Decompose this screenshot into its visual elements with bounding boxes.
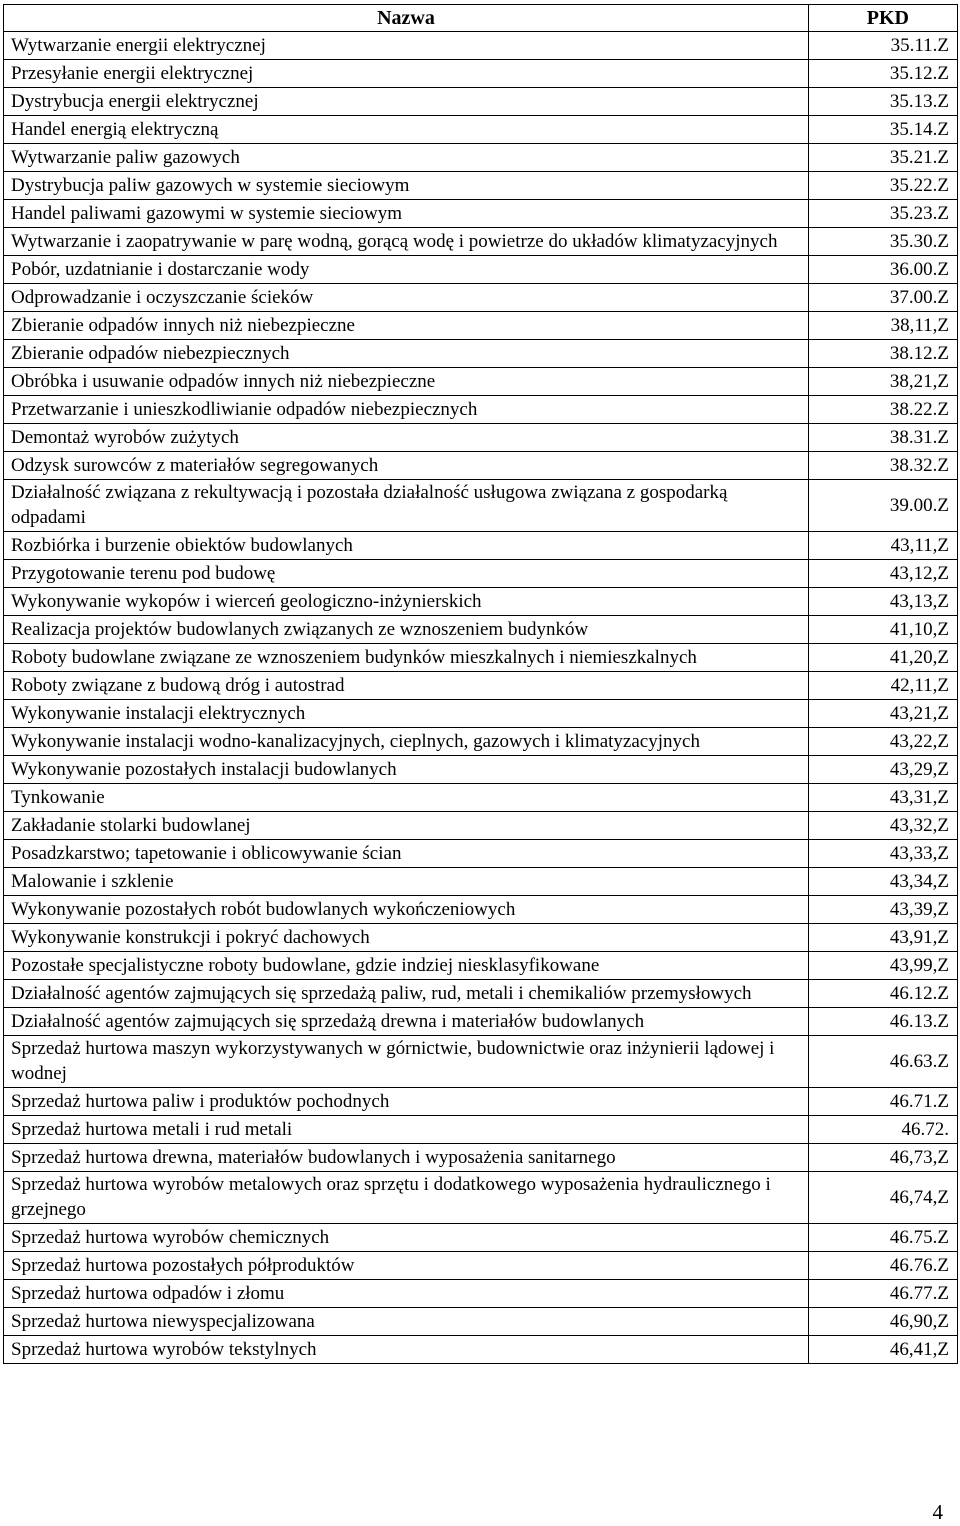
activity-name-cell: Sprzedaż hurtowa odpadów i złomu <box>4 1280 809 1308</box>
table-row <box>4 952 958 980</box>
pkd-code-cell: 36.00.Z <box>809 256 958 284</box>
pkd-code-cell: 38,11,Z <box>809 312 958 340</box>
table-row <box>4 1308 958 1336</box>
pkd-code-cell: 38,21,Z <box>809 368 958 396</box>
table-row <box>4 1116 958 1144</box>
pkd-code-cell: 38.22.Z <box>809 396 958 424</box>
activity-name-cell: Zbieranie odpadów innych niż niebezpieczne <box>4 312 809 340</box>
table-row <box>4 728 958 756</box>
column-header-name: Nazwa <box>4 5 809 32</box>
activity-name-cell: Pozostałe specjalistyczne roboty budowlane, gdzie indziej niesklasyfikowane <box>4 952 809 980</box>
table-row <box>4 424 958 452</box>
activity-name-cell: Przesyłanie energii elektrycznej <box>4 60 809 88</box>
table-row <box>4 172 958 200</box>
table-row <box>4 980 958 1008</box>
column-header-pkd: PKD <box>809 5 958 32</box>
activity-name-cell: Odprowadzanie i oczyszczanie ścieków <box>4 284 809 312</box>
pkd-code-cell: 43,99,Z <box>809 952 958 980</box>
table-row <box>4 312 958 340</box>
activity-name-cell: Zbieranie odpadów niebezpiecznych <box>4 340 809 368</box>
table-body <box>4 32 958 1364</box>
page-number: 4 <box>932 1500 943 1524</box>
table-row <box>4 672 958 700</box>
pkd-code-cell: 46.75.Z <box>809 1224 958 1252</box>
table-row <box>4 1008 958 1036</box>
table-row <box>4 32 958 60</box>
activity-name-cell: Działalność związana z rekultywacją i pozostała działalność usługowa związana z gospodarką odpadami <box>4 480 809 532</box>
table-row <box>4 1088 958 1116</box>
pkd-code-cell: 43,22,Z <box>809 728 958 756</box>
pkd-code-cell: 35.23.Z <box>809 200 958 228</box>
activity-name-cell: Działalność agentów zajmujących się sprzedażą paliw, rud, metali i chemikaliów przemysłowych <box>4 980 809 1008</box>
pkd-code-cell: 35.12.Z <box>809 60 958 88</box>
table-row <box>4 116 958 144</box>
table-row <box>4 756 958 784</box>
pkd-code-cell: 46,90,Z <box>809 1308 958 1336</box>
pkd-code-cell: 41,20,Z <box>809 644 958 672</box>
table-row <box>4 532 958 560</box>
table-row <box>4 396 958 424</box>
pkd-code-cell: 43,31,Z <box>809 784 958 812</box>
pkd-code-cell: 39.00.Z <box>809 480 958 532</box>
activity-name-cell: Roboty związane z budową dróg i autostrad <box>4 672 809 700</box>
pkd-code-cell: 46.71.Z <box>809 1088 958 1116</box>
table-row <box>4 1144 958 1172</box>
pkd-code-cell: 46.72. <box>809 1116 958 1144</box>
table-row <box>4 200 958 228</box>
activity-name-cell: Dystrybucja energii elektrycznej <box>4 88 809 116</box>
activity-name-cell: Wykonywanie konstrukcji i pokryć dachowych <box>4 924 809 952</box>
table-row <box>4 1172 958 1224</box>
activity-name-cell: Obróbka i usuwanie odpadów innych niż niebezpieczne <box>4 368 809 396</box>
pkd-code-cell: 46.13.Z <box>809 1008 958 1036</box>
pkd-code-cell: 43,33,Z <box>809 840 958 868</box>
activity-name-cell: Malowanie i szklenie <box>4 868 809 896</box>
pkd-code-cell: 35.30.Z <box>809 228 958 256</box>
table-row <box>4 1036 958 1088</box>
activity-name-cell: Sprzedaż hurtowa wyrobów metalowych oraz sprzętu i dodatkowego wyposażenia hydraulicznego i grzejnego <box>4 1172 809 1224</box>
activity-name-cell: Wytwarzanie energii elektrycznej <box>4 32 809 60</box>
activity-name-cell: Tynkowanie <box>4 784 809 812</box>
activity-name-cell: Przygotowanie terenu pod budowę <box>4 560 809 588</box>
pkd-table <box>3 4 958 1364</box>
table-row <box>4 1224 958 1252</box>
table-row <box>4 896 958 924</box>
activity-name-cell: Odzysk surowców z materiałów segregowanych <box>4 452 809 480</box>
pkd-code-cell: 46.63.Z <box>809 1036 958 1088</box>
pkd-code-cell: 41,10,Z <box>809 616 958 644</box>
activity-name-cell: Posadzkarstwo; tapetowanie i oblicowywanie ścian <box>4 840 809 868</box>
pkd-code-cell: 35.11.Z <box>809 32 958 60</box>
activity-name-cell: Sprzedaż hurtowa paliw i produktów pochodnych <box>4 1088 809 1116</box>
pkd-code-cell: 43,32,Z <box>809 812 958 840</box>
table-row <box>4 144 958 172</box>
pkd-code-cell: 43,29,Z <box>809 756 958 784</box>
table-row <box>4 228 958 256</box>
table-row <box>4 616 958 644</box>
activity-name-cell: Działalność agentów zajmujących się sprzedażą drewna i materiałów budowlanych <box>4 1008 809 1036</box>
table-row <box>4 812 958 840</box>
activity-name-cell: Wykonywanie instalacji elektrycznych <box>4 700 809 728</box>
table-row <box>4 840 958 868</box>
table-row <box>4 368 958 396</box>
activity-name-cell: Sprzedaż hurtowa wyrobów tekstylnych <box>4 1336 809 1364</box>
activity-name-cell: Handel energią elektryczną <box>4 116 809 144</box>
pkd-code-cell: 46,73,Z <box>809 1144 958 1172</box>
activity-name-cell: Wykonywanie pozostałych robót budowlanych wykończeniowych <box>4 896 809 924</box>
table-row <box>4 340 958 368</box>
pkd-code-cell: 38.12.Z <box>809 340 958 368</box>
pkd-code-cell: 43,11,Z <box>809 532 958 560</box>
pkd-code-cell: 35.14.Z <box>809 116 958 144</box>
pkd-code-cell: 43,13,Z <box>809 588 958 616</box>
table-row <box>4 924 958 952</box>
pkd-code-cell: 42,11,Z <box>809 672 958 700</box>
pkd-code-cell: 46,74,Z <box>809 1172 958 1224</box>
table-row <box>4 868 958 896</box>
activity-name-cell: Wykonywanie instalacji wodno-kanalizacyjnych, cieplnych, gazowych i klimatyzacyjnych <box>4 728 809 756</box>
pkd-code-cell: 38.32.Z <box>809 452 958 480</box>
activity-name-cell: Demontaż wyrobów zużytych <box>4 424 809 452</box>
table-row <box>4 1280 958 1308</box>
table-header-row <box>4 5 958 32</box>
pkd-code-cell: 46.76.Z <box>809 1252 958 1280</box>
table-row <box>4 88 958 116</box>
activity-name-cell: Wykonywanie wykopów i wierceń geologiczno-inżynierskich <box>4 588 809 616</box>
table-row <box>4 560 958 588</box>
activity-name-cell: Roboty budowlane związane ze wznoszeniem budynków mieszkalnych i niemieszkalnych <box>4 644 809 672</box>
activity-name-cell: Handel paliwami gazowymi w systemie sieciowym <box>4 200 809 228</box>
activity-name-cell: Wytwarzanie paliw gazowych <box>4 144 809 172</box>
table-row <box>4 700 958 728</box>
table-row <box>4 480 958 532</box>
pkd-code-cell: 43,12,Z <box>809 560 958 588</box>
activity-name-cell: Dystrybucja paliw gazowych w systemie sieciowym <box>4 172 809 200</box>
table-row <box>4 256 958 284</box>
table-row <box>4 284 958 312</box>
pkd-code-cell: 43,34,Z <box>809 868 958 896</box>
pkd-code-cell: 35.21.Z <box>809 144 958 172</box>
activity-name-cell: Zakładanie stolarki budowlanej <box>4 812 809 840</box>
table-row <box>4 60 958 88</box>
table-row <box>4 1252 958 1280</box>
pkd-code-cell: 43,91,Z <box>809 924 958 952</box>
table-row <box>4 784 958 812</box>
activity-name-cell: Sprzedaż hurtowa metali i rud metali <box>4 1116 809 1144</box>
pkd-code-cell: 35.22.Z <box>809 172 958 200</box>
activity-name-cell: Sprzedaż hurtowa wyrobów chemicznych <box>4 1224 809 1252</box>
activity-name-cell: Realizacja projektów budowlanych związanych ze wznoszeniem budynków <box>4 616 809 644</box>
activity-name-cell: Wytwarzanie i zaopatrywanie w parę wodną, gorącą wodę i powietrze do układów klimatyzacyjnych <box>4 228 809 256</box>
pkd-code-cell: 35.13.Z <box>809 88 958 116</box>
table-row <box>4 452 958 480</box>
activity-name-cell: Wykonywanie pozostałych instalacji budowlanych <box>4 756 809 784</box>
pkd-code-cell: 46,41,Z <box>809 1336 958 1364</box>
activity-name-cell: Rozbiórka i burzenie obiektów budowlanych <box>4 532 809 560</box>
pkd-code-cell: 38.31.Z <box>809 424 958 452</box>
pkd-code-cell: 43,39,Z <box>809 896 958 924</box>
activity-name-cell: Przetwarzanie i unieszkodliwianie odpadów niebezpiecznych <box>4 396 809 424</box>
pkd-code-cell: 46.77.Z <box>809 1280 958 1308</box>
activity-name-cell: Sprzedaż hurtowa niewyspecjalizowana <box>4 1308 809 1336</box>
pkd-code-cell: 37.00.Z <box>809 284 958 312</box>
activity-name-cell: Sprzedaż hurtowa maszyn wykorzystywanych w górnictwie, budownictwie oraz inżynierii lądowej i wodnej <box>4 1036 809 1088</box>
table-row <box>4 588 958 616</box>
activity-name-cell: Sprzedaż hurtowa drewna, materiałów budowlanych i wyposażenia sanitarnego <box>4 1144 809 1172</box>
activity-name-cell: Sprzedaż hurtowa pozostałych półproduktów <box>4 1252 809 1280</box>
pkd-code-cell: 46.12.Z <box>809 980 958 1008</box>
table-row <box>4 644 958 672</box>
table-row <box>4 1336 958 1364</box>
activity-name-cell: Pobór, uzdatnianie i dostarczanie wody <box>4 256 809 284</box>
pkd-code-cell: 43,21,Z <box>809 700 958 728</box>
